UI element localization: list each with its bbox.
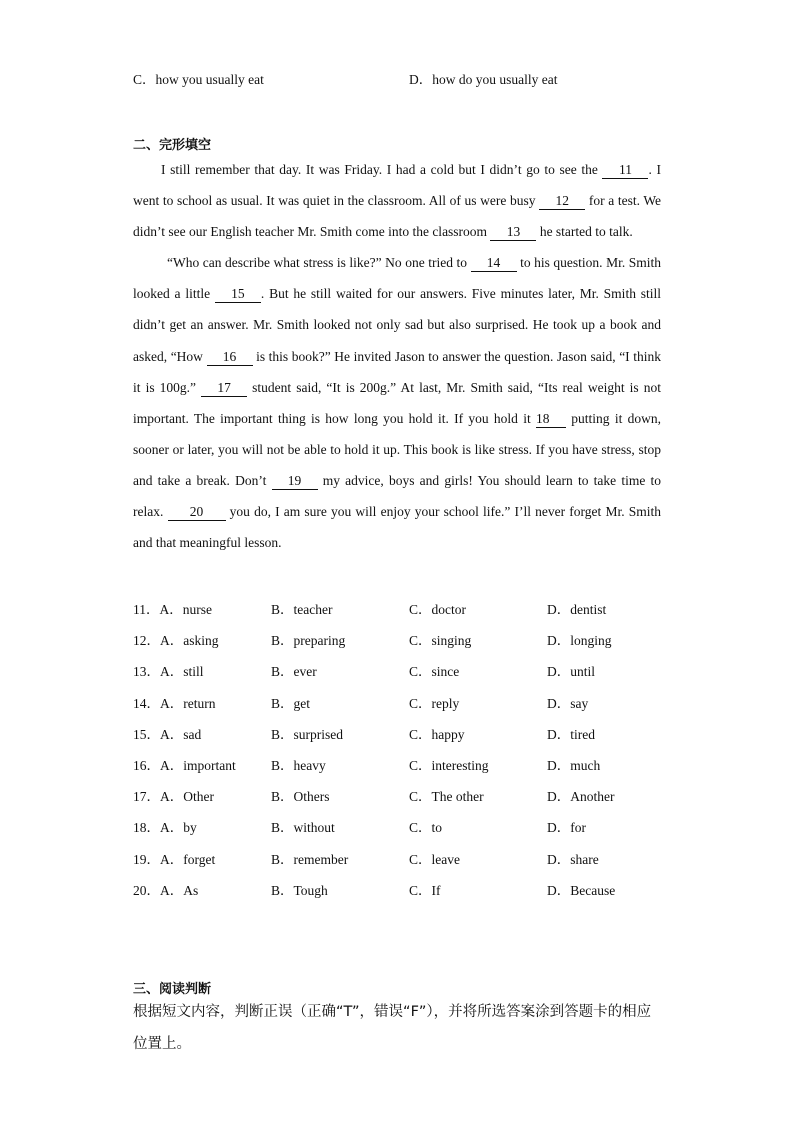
cloze-passage xyxy=(133,154,661,558)
blank-17: 17 xyxy=(201,381,247,397)
blank-16: 16 xyxy=(207,350,253,366)
option-c: C．The other xyxy=(409,789,484,805)
section-instruction: 根据短文内容，判断正误（正确“T”，错误“F”），并将所选答案涂到答题卡的相应位置上。 xyxy=(133,1004,652,1052)
section-heading-reading: 三、阅读判断 xyxy=(133,982,212,997)
option-a: 15．A．sad xyxy=(133,726,202,742)
option-b: B．heavy xyxy=(271,758,326,773)
option-b: B．ever xyxy=(271,664,317,680)
blank-14: 14 xyxy=(471,256,517,272)
blank-13: 13 xyxy=(490,225,536,241)
option-d: D．tired xyxy=(547,726,595,742)
section-heading-cloze: 二、完形填空 xyxy=(133,138,212,153)
option-c: C．doctor xyxy=(409,602,466,617)
option-c: C．happy xyxy=(409,726,465,742)
option-d: D．Because xyxy=(547,882,616,898)
blank-20: 20 xyxy=(168,505,226,521)
option-d: D．longing xyxy=(547,633,612,649)
option-c: C．reply xyxy=(409,695,460,711)
blank-12: 12 xyxy=(539,194,585,210)
option-d: D．much xyxy=(547,758,601,773)
paragraph-1: I still remember that day. It was Friday. I had a cold but I didn’t go to see the 11 . I went to school as usual. It was quiet in the classroom. All of us were busy 12 for a test. We didn’t see our English teacher Mr. Smith come into the classroom 13 he started to talk. xyxy=(133,162,662,240)
option-b: B．preparing xyxy=(271,633,346,649)
option-b: B．surprised xyxy=(271,726,343,742)
blank-11: 11 xyxy=(602,163,648,179)
option-a: 18．A．by xyxy=(133,820,197,836)
option-a: 11．A．nurse xyxy=(133,602,212,617)
blank-19: 19 xyxy=(272,474,318,490)
option-c: C．If xyxy=(409,882,441,898)
option-a: 17．A．Other xyxy=(133,789,214,805)
option-b: B．remember xyxy=(271,851,349,867)
option-a: 16．A．important xyxy=(133,758,236,773)
option-d: D．for xyxy=(547,820,586,836)
option-c: C．to xyxy=(409,820,443,836)
option-c: C．singing xyxy=(409,633,472,649)
option-b: B．get xyxy=(271,695,310,711)
option-b: B．teacher xyxy=(271,602,333,617)
option-a: 20．A．As xyxy=(133,882,199,898)
option-a: 14．A．return xyxy=(133,695,216,711)
option-d: D．dentist xyxy=(547,602,607,617)
option-b: B．Others xyxy=(271,789,330,805)
option-c-top: C．how you usually eat xyxy=(133,72,264,87)
option-a: 13．A．still xyxy=(133,664,204,680)
option-a: 19．A．forget xyxy=(133,851,216,867)
blank-18: 18 xyxy=(536,412,566,428)
option-d: D．until xyxy=(547,664,596,680)
option-c: C．leave xyxy=(409,851,460,867)
option-b: B．Tough xyxy=(271,882,328,898)
option-d-top: D．how do you usually eat xyxy=(409,72,558,87)
option-b: B．without xyxy=(271,820,335,836)
blank-15: 15 xyxy=(215,287,261,303)
option-c: C．interesting xyxy=(409,758,489,773)
paragraph-2: “Who can describe what stress is like?” No one tried to 14 to his question. Mr. Smith looked a little 15 . But he still waited for our answers. Five minutes later, Mr. Smith still didn’t get an answer. Mr. Smith looked not only sad but also surprised. He took up a book and asked, “How 16 is this book?” He invited Jason to answer the question. Jason said, “I think it is 100g.” 17 student said, “It is 200g.” At last, Mr. Smith said, “Its real weight is not important. The important thing is how long you hold it. If you hold it 18 putting it down, sooner or later, you will not be able to hold it up. This book is like stress. If you have stress, stop and take a break. Don’t 19 my advice, boys and girls! You should learn to take time to relax. 20 you do, I am sure you will enjoy your school life.” I’ll never forget Mr. Smith and that meaningful lesson. xyxy=(133,255,662,551)
option-d: D．say xyxy=(547,695,589,711)
option-c: C．since xyxy=(409,664,460,680)
option-d: D．share xyxy=(547,851,599,867)
option-a: 12．A．asking xyxy=(133,633,219,649)
option-d: D．Another xyxy=(547,789,615,805)
